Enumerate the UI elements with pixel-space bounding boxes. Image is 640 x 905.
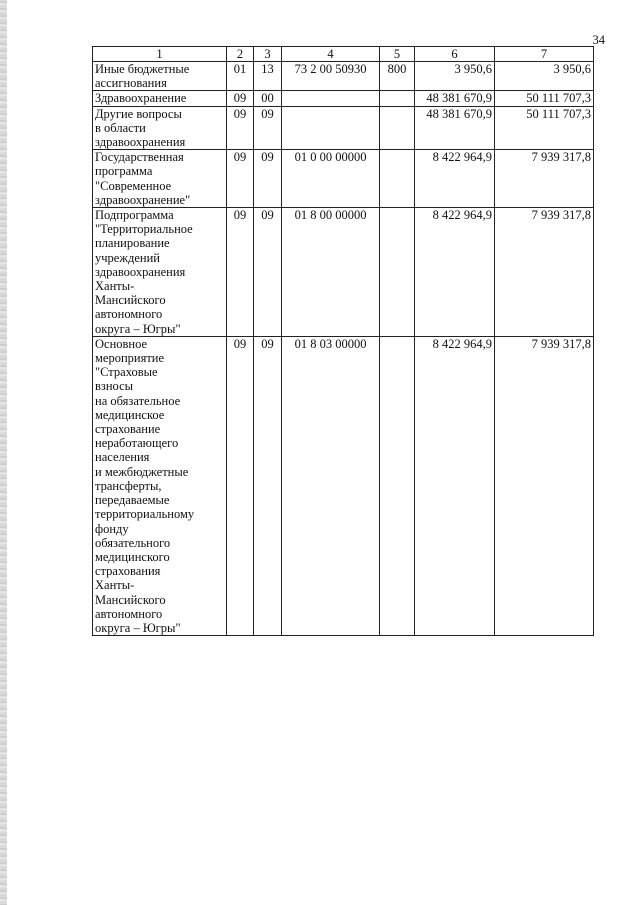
row-expense-type (380, 150, 415, 208)
row-target-article (282, 91, 380, 106)
row-sum-col7: 50 111 707,3 (495, 91, 594, 106)
row-subsection-code: 09 (254, 336, 282, 635)
row-sum-col7: 7 939 317,8 (495, 336, 594, 635)
table-row (93, 208, 594, 337)
row-expense-type (380, 336, 415, 635)
table-row (93, 150, 594, 208)
row-section-code: 09 (227, 150, 254, 208)
header-row (93, 47, 594, 62)
page-number: 34 (592, 33, 605, 47)
row-subsection-code: 09 (254, 208, 282, 337)
row-subsection-code: 13 (254, 62, 282, 91)
row-sum-col7: 7 939 317,8 (495, 208, 594, 337)
row-expense-type (380, 106, 415, 150)
row-name: Основное мероприятие "Страховые взносы на обязательное медицинское страхование неработающего населения и межбюджетные трансферты, передаваемые территориальному фонду обязательного медицинского страхования Ханты- Мансийского автономного округа – Югры" (93, 336, 227, 635)
header-col-7: 7 (495, 47, 594, 62)
row-name: Подпрограмма "Территориальное планирование учреждений здравоохранения Ханты- Мансийского автономного округа – Югры" (93, 208, 227, 337)
row-expense-type (380, 208, 415, 337)
table-row (93, 62, 594, 91)
table-row (93, 91, 594, 106)
row-sum-col7: 7 939 317,8 (495, 150, 594, 208)
row-target-article (282, 106, 380, 150)
row-name: Иные бюджетные ассигнования (93, 62, 227, 91)
row-sum-col6: 8 422 964,9 (415, 150, 495, 208)
header-col-2: 2 (227, 47, 254, 62)
header-col-3: 3 (254, 47, 282, 62)
row-sum-col6: 48 381 670,9 (415, 91, 495, 106)
header-col-4: 4 (282, 47, 380, 62)
row-section-code: 09 (227, 336, 254, 635)
row-sum-col7: 50 111 707,3 (495, 106, 594, 150)
row-section-code: 09 (227, 106, 254, 150)
scan-edge-artifact (0, 0, 7, 905)
row-section-code: 09 (227, 91, 254, 106)
row-section-code: 09 (227, 208, 254, 337)
row-sum-col6: 8 422 964,9 (415, 208, 495, 337)
row-target-article: 01 8 00 00000 (282, 208, 380, 337)
header-col-6: 6 (415, 47, 495, 62)
row-target-article: 73 2 00 50930 (282, 62, 380, 91)
row-section-code: 01 (227, 62, 254, 91)
table-row (93, 106, 594, 150)
row-sum-col6: 8 422 964,9 (415, 336, 495, 635)
row-expense-type (380, 91, 415, 106)
row-name: Государственная программа "Современное здравоохранение" (93, 150, 227, 208)
row-name: Здравоохранение (93, 91, 227, 106)
row-name: Другие вопросы в области здравоохранения (93, 106, 227, 150)
header-col-1: 1 (93, 47, 227, 62)
row-sum-col6: 48 381 670,9 (415, 106, 495, 150)
row-subsection-code: 09 (254, 106, 282, 150)
header-col-5: 5 (380, 47, 415, 62)
row-sum-col6: 3 950,6 (415, 62, 495, 91)
row-subsection-code: 00 (254, 91, 282, 106)
budget-table (92, 46, 594, 636)
row-subsection-code: 09 (254, 150, 282, 208)
row-target-article: 01 0 00 00000 (282, 150, 380, 208)
row-expense-type: 800 (380, 62, 415, 91)
table-row (93, 336, 594, 635)
row-sum-col7: 3 950,6 (495, 62, 594, 91)
row-target-article: 01 8 03 00000 (282, 336, 380, 635)
